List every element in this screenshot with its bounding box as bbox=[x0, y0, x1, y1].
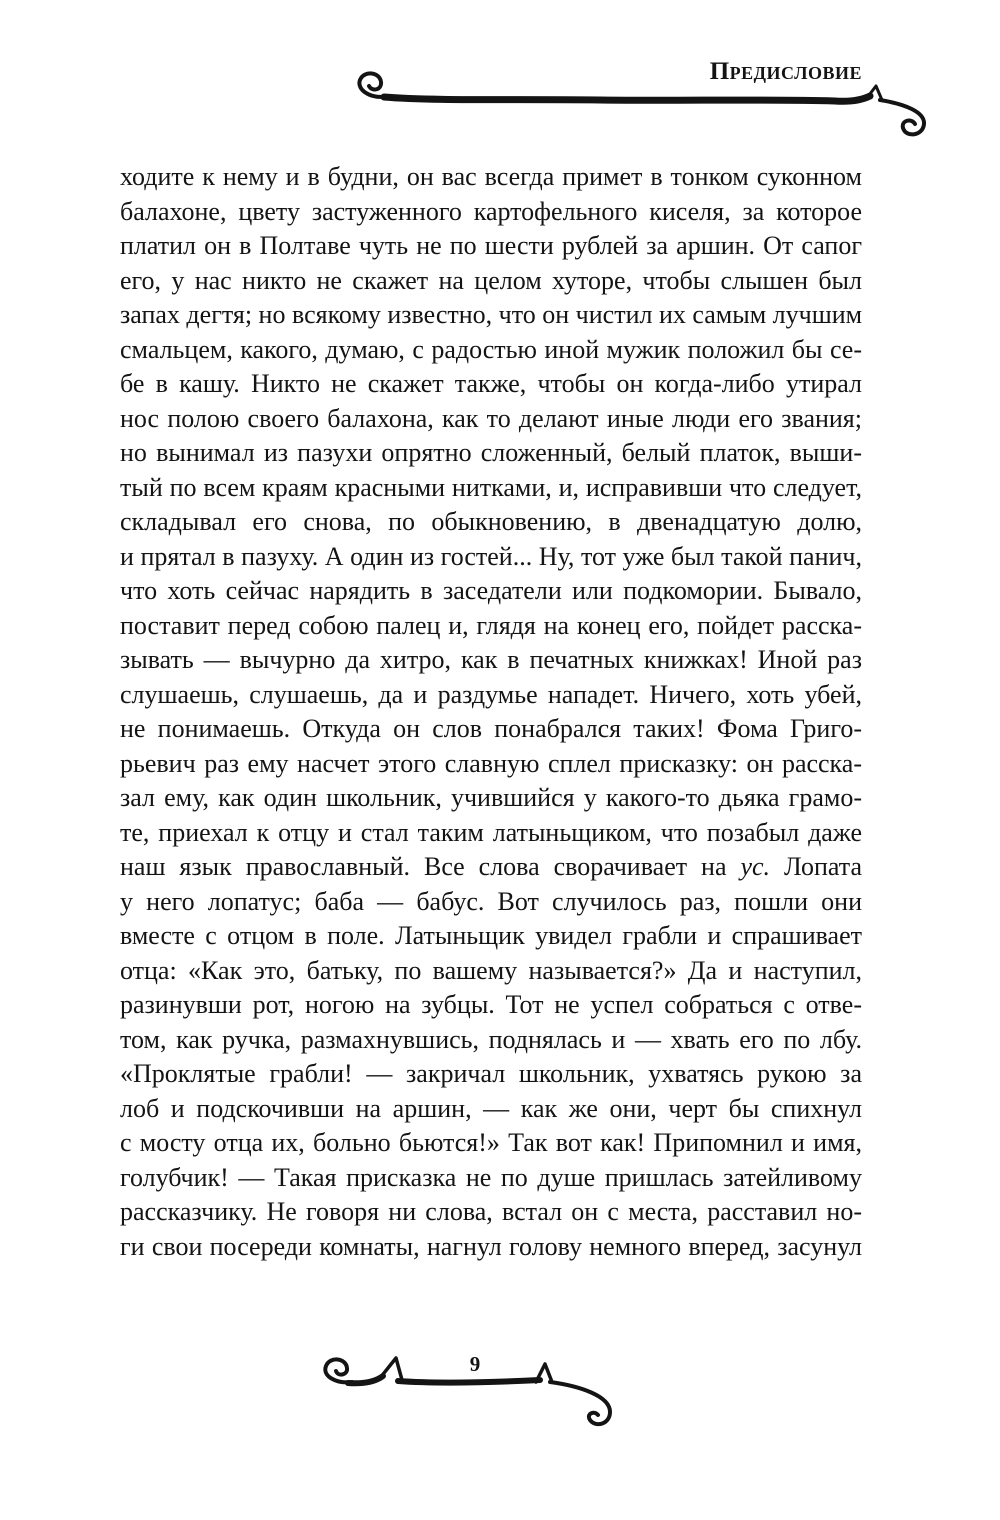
text-line: голубчик! — Такая присказка не по душе пришлась затейливому bbox=[120, 1162, 862, 1192]
text-line: не понимаешь. Откуда он слов понабрался таких! Фома Григо- bbox=[120, 714, 862, 743]
text-line: с мосту отца их, больно бьются!» Так вот как! Припомнил и имя, bbox=[120, 1128, 862, 1157]
text-line: балахоне, цвету застуженного картофельного киселя, за которое bbox=[120, 196, 862, 226]
text-line: ходите к нему и в будни, он вас всегда примет в тонком суконном bbox=[120, 162, 862, 191]
text-line: бе в кашу. Никто не скажет также, чтобы он когда-либо утирал bbox=[120, 369, 862, 398]
text-line: у него лопатус; баба — бабус. Вот случилось раз, пошли они bbox=[120, 886, 862, 916]
text-line: складывал его снова, по обыкновению, в двенадцатую долю, bbox=[120, 507, 862, 536]
text-line: и прятал в пазуху. А один из гостей... Ну, тот уже был такой панич, bbox=[120, 541, 862, 571]
text-segment: Лопата bbox=[770, 852, 862, 881]
text-line: рассказчику. Не говоря ни слова, встал он с места, расставил но- bbox=[120, 1197, 862, 1226]
text-line: те, приехал к отцу и стал таким латыньщиком, что позабыл даже bbox=[120, 817, 862, 847]
italic-text-segment: ус. bbox=[740, 852, 771, 881]
text-line: вместе с отцом в поле. Латыньщик увидел грабли и спрашивает bbox=[120, 921, 862, 950]
text-line: том, как ручка, размахнувшись, поднялась и — хвать его по лбу. bbox=[120, 1024, 862, 1054]
text-line: зал ему, как один школьник, учившийся у какого-то дьяка грамо- bbox=[120, 783, 862, 812]
running-title: Предисловие bbox=[709, 58, 862, 85]
text-line: тый по всем краям красными нитками, и, исправивши что следует, bbox=[120, 472, 862, 502]
header-ornament bbox=[0, 0, 1000, 160]
footer-ornament bbox=[0, 1320, 1000, 1520]
text-line: слушаешь, слушаешь, да и раздумье нападет. Ничего, хоть убей, bbox=[120, 679, 862, 709]
text-line: его, у нас никто не скажет на целом хуторе, чтобы слышен был bbox=[120, 265, 862, 295]
text-line: но вынимал из пазухи опрятно сложенный, белый платок, выши- bbox=[120, 438, 862, 467]
body-text bbox=[120, 160, 862, 1264]
text-line: лоб и подскочивши на аршин, — как же они, черт бы спихнул bbox=[120, 1093, 862, 1123]
text-line: смальцем, какого, думаю, с радостью иной мужик положил бы се- bbox=[120, 334, 862, 364]
text-line: поставит перед собою палец и, глядя на конец его, пойдет расска- bbox=[120, 610, 862, 640]
text-line: «Проклятые грабли! — закричал школьник, ухватясь рукою за bbox=[120, 1059, 862, 1088]
text-line: что хоть сейчас нарядить в заседатели или подкомории. Бывало, bbox=[120, 576, 862, 605]
page-number: 9 bbox=[469, 1352, 481, 1376]
text-line: ги свои посереди комнаты, нагнул голову немного вперед, засунул bbox=[120, 1231, 862, 1261]
text-line: разинувши рот, ногою на зубцы. Тот не успел собраться с отве- bbox=[120, 990, 862, 1019]
text-line: отца: «Как это, батьку, по вашему называется?» Да и наступил, bbox=[120, 955, 862, 985]
text-segment: наш язык православный. Все слова сворачивает на bbox=[120, 852, 741, 881]
text-line: зывать — вычурно да хитро, как в печатных книжках! Иной раз bbox=[120, 645, 862, 674]
text-line: платил он в Полтаве чуть не по шести рублей за аршин. От сапог bbox=[120, 231, 862, 260]
text-line: запах дегтя; но всякому известно, что он чистил их самым лучшим bbox=[120, 300, 863, 329]
text-line: рьевич раз ему насчет этого славную сплел присказку: он расска- bbox=[120, 748, 862, 778]
text-line bbox=[120, 850, 862, 885]
text-line: нос полою своего балахона, как то делают иные люди его звания; bbox=[120, 403, 862, 433]
